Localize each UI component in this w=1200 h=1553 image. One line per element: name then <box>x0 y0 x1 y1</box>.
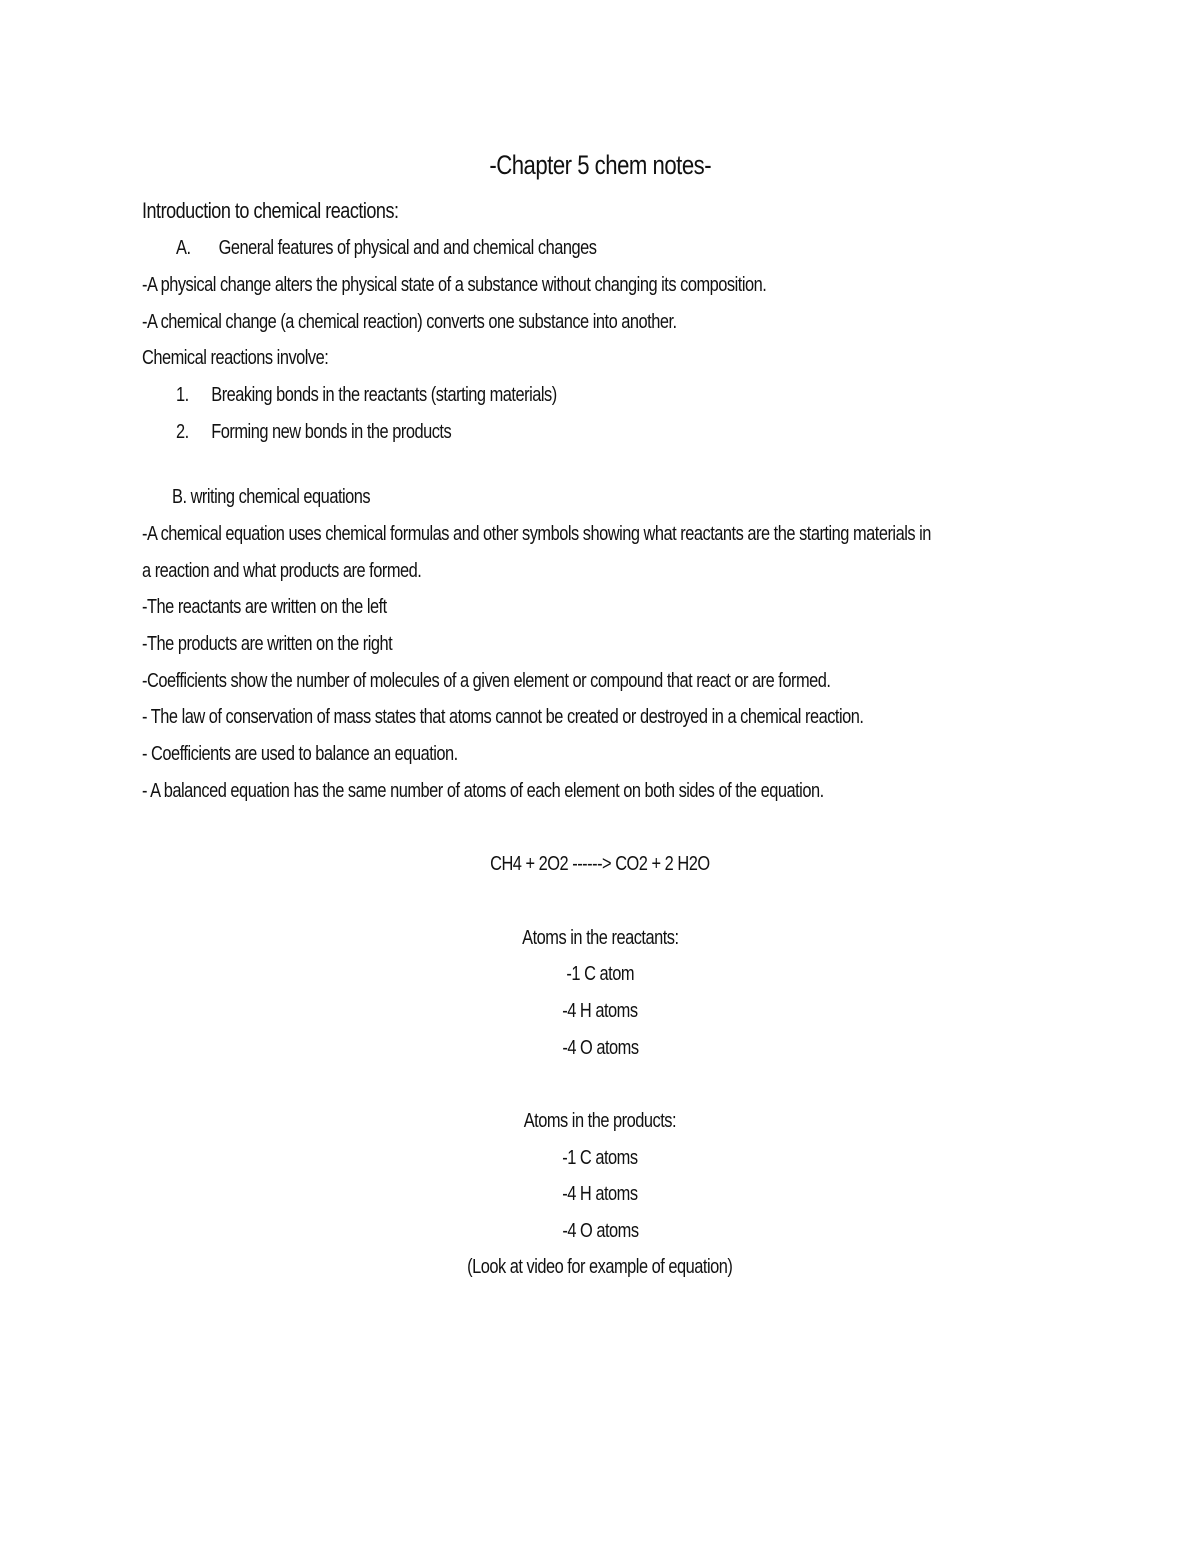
list-item: -1 C atom <box>566 963 634 985</box>
intro-heading: Introduction to chemical reactions: <box>142 198 399 223</box>
involve-label: Chemical reactions involve: <box>142 347 329 369</box>
coefficients-balance-line: - Coefficients are used to balance an equation. <box>142 743 458 765</box>
list-item-text: Forming new bonds in the products <box>211 421 452 443</box>
page-title: -Chapter 5 chem notes- <box>489 150 711 180</box>
section-a-marker: A. <box>176 237 191 259</box>
physical-change-line: -A physical change alters the physical state of a substance without changing its composition. <box>142 274 767 296</box>
equation-def-line-2: a reaction and what products are formed. <box>142 560 422 582</box>
coefficients-def-line: -Coefficients show the number of molecules of a given element or compound that react or are formed. <box>142 670 831 692</box>
reactants-heading: Atoms in the reactants: <box>521 927 679 949</box>
list-item: -4 H atoms <box>562 1183 638 1205</box>
equation-def-line-1: -A chemical equation uses chemical formulas and other symbols showing what reactants are the starting materials in <box>142 523 931 545</box>
list-item: -1 C atoms <box>562 1147 638 1169</box>
reactants-left-line: -The reactants are written on the left <box>142 596 387 618</box>
list-item <box>176 384 557 407</box>
section-a <box>176 237 596 260</box>
list-item-marker: 1. <box>176 384 189 406</box>
list-item-text: Breaking bonds in the reactants (starting materials) <box>211 384 557 406</box>
section-b: B. writing chemical equations <box>172 486 371 508</box>
balanced-def-line: - A balanced equation has the same number of atoms of each element on both sides of the equation. <box>142 780 824 802</box>
list-item-marker: 2. <box>176 421 189 443</box>
list-item <box>176 421 451 444</box>
video-note: (Look at video for example of equation) <box>467 1256 733 1278</box>
products-heading: Atoms in the products: <box>523 1110 677 1132</box>
list-item: -4 O atoms <box>561 1037 639 1059</box>
chemical-change-line: -A chemical change (a chemical reaction) converts one substance into another. <box>142 311 677 333</box>
chemical-equation: CH4 + 2O2 ------> CO2 + 2 H2O <box>490 853 710 875</box>
section-a-text: General features of physical and and chemical changes <box>218 237 597 259</box>
conservation-law-line: - The law of conservation of mass states that atoms cannot be created or destroyed in a chemical reaction. <box>142 706 864 728</box>
list-item: -4 H atoms <box>562 1000 638 1022</box>
products-right-line: -The products are written on the right <box>142 633 393 655</box>
list-item: -4 O atoms <box>561 1220 639 1242</box>
